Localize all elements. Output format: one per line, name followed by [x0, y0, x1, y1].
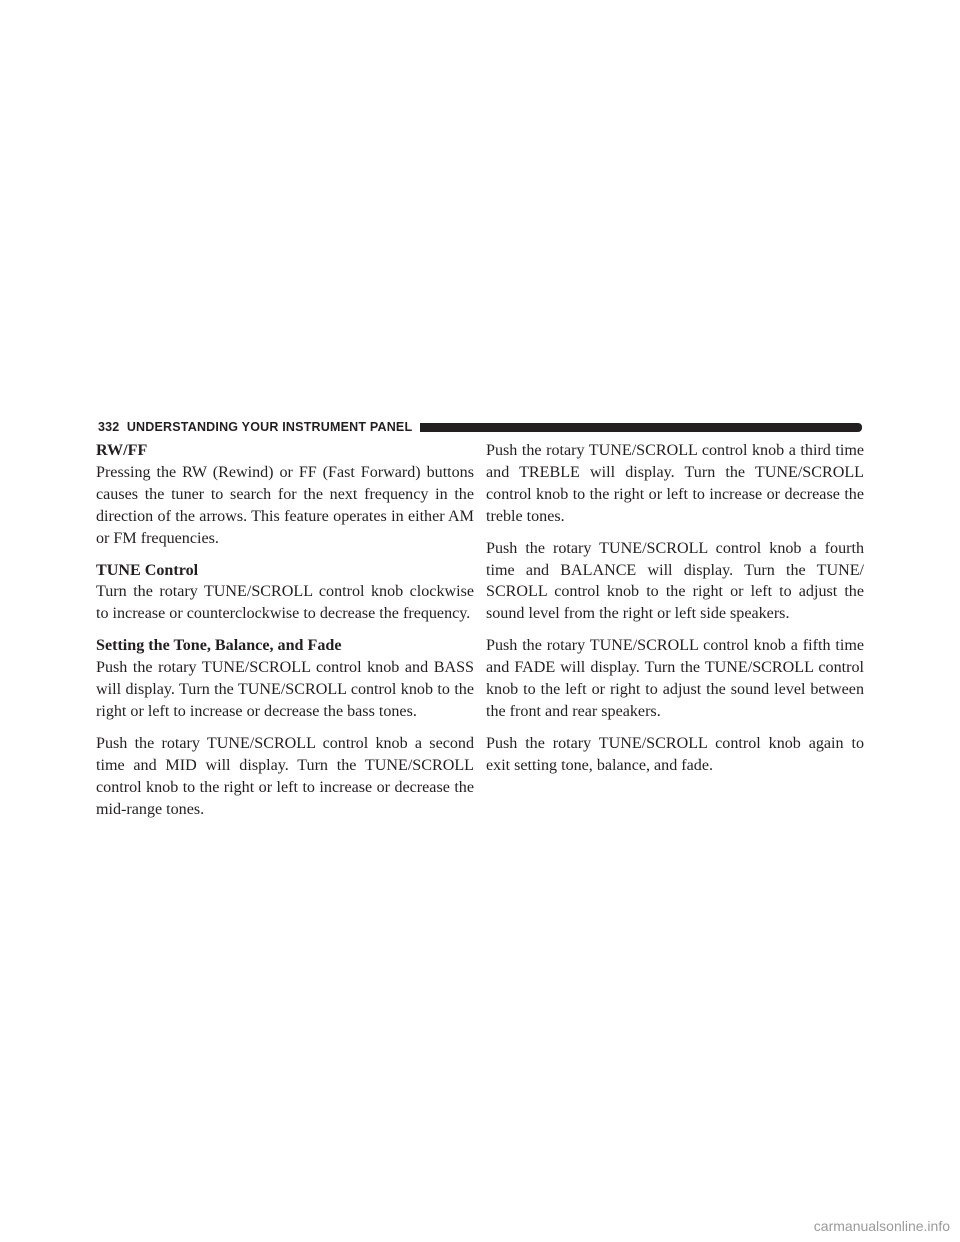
fade-paragraph: Push the rotary TUNE/SCROLL control knob a fifth time and FADE will display. Turn the TUNE/SCROLL control knob to the left or right to adjust the sound level between the front and rear speakers.: [486, 637, 864, 720]
balance-paragraph: Push the rotary TUNE/SCROLL control knob a fourth time and BALANCE will display. Turn the TUNE/ SCROLL control knob to the right or left to adjust the sound level from the right or left side speakers.: [486, 539, 864, 623]
exit-paragraph: Push the rotary TUNE/SCROLL control knob again to exit setting tone, balance, and fade.: [486, 734, 864, 774]
tune-control-heading: TUNE Control: [96, 561, 199, 579]
rwff-text: Pressing the RW (Rewind) or FF (Fast Forward) buttons causes the tuner to search for the next frequency in the direction of the arrows. This feature operates in either AM or FM frequencies.: [96, 463, 474, 547]
watermark: carmanualsonline.info: [813, 1218, 950, 1234]
page-header-text: [98, 420, 420, 434]
left-column: [96, 440, 474, 831]
bass-paragraph: Push the rotary TUNE/SCROLL control knob and BASS will display. Turn the TUNE/SCROLL control knob to the right or left to increase or decrease the bass tones.: [96, 659, 474, 720]
tune-control-text: Turn the rotary TUNE/SCROLL control knob clockwise to increase or counterclockwise to decrease the frequency.: [96, 583, 474, 623]
treble-paragraph: Push the rotary TUNE/SCROLL control knob a third time and TREBLE will display. Turn the TUNE/SCROLL control knob to the right or left to increase or decrease the treble tones.: [486, 442, 864, 525]
rwff-heading: RW/FF: [96, 442, 148, 459]
header-rule: [420, 423, 862, 432]
page-header: [98, 419, 862, 435]
tone-balance-fade-heading: Setting the Tone, Balance, and Fade: [96, 637, 342, 655]
right-column: [486, 440, 864, 787]
page-number: 332: [98, 420, 120, 434]
section-title: UNDERSTANDING YOUR INSTRUMENT PANEL: [126, 420, 413, 434]
mid-paragraph: Push the rotary TUNE/SCROLL control knob a second time and MID will display. Turn the TUNE/SCROLL control knob to the right or left to increase or decrease the mid-range tones.: [96, 734, 474, 818]
